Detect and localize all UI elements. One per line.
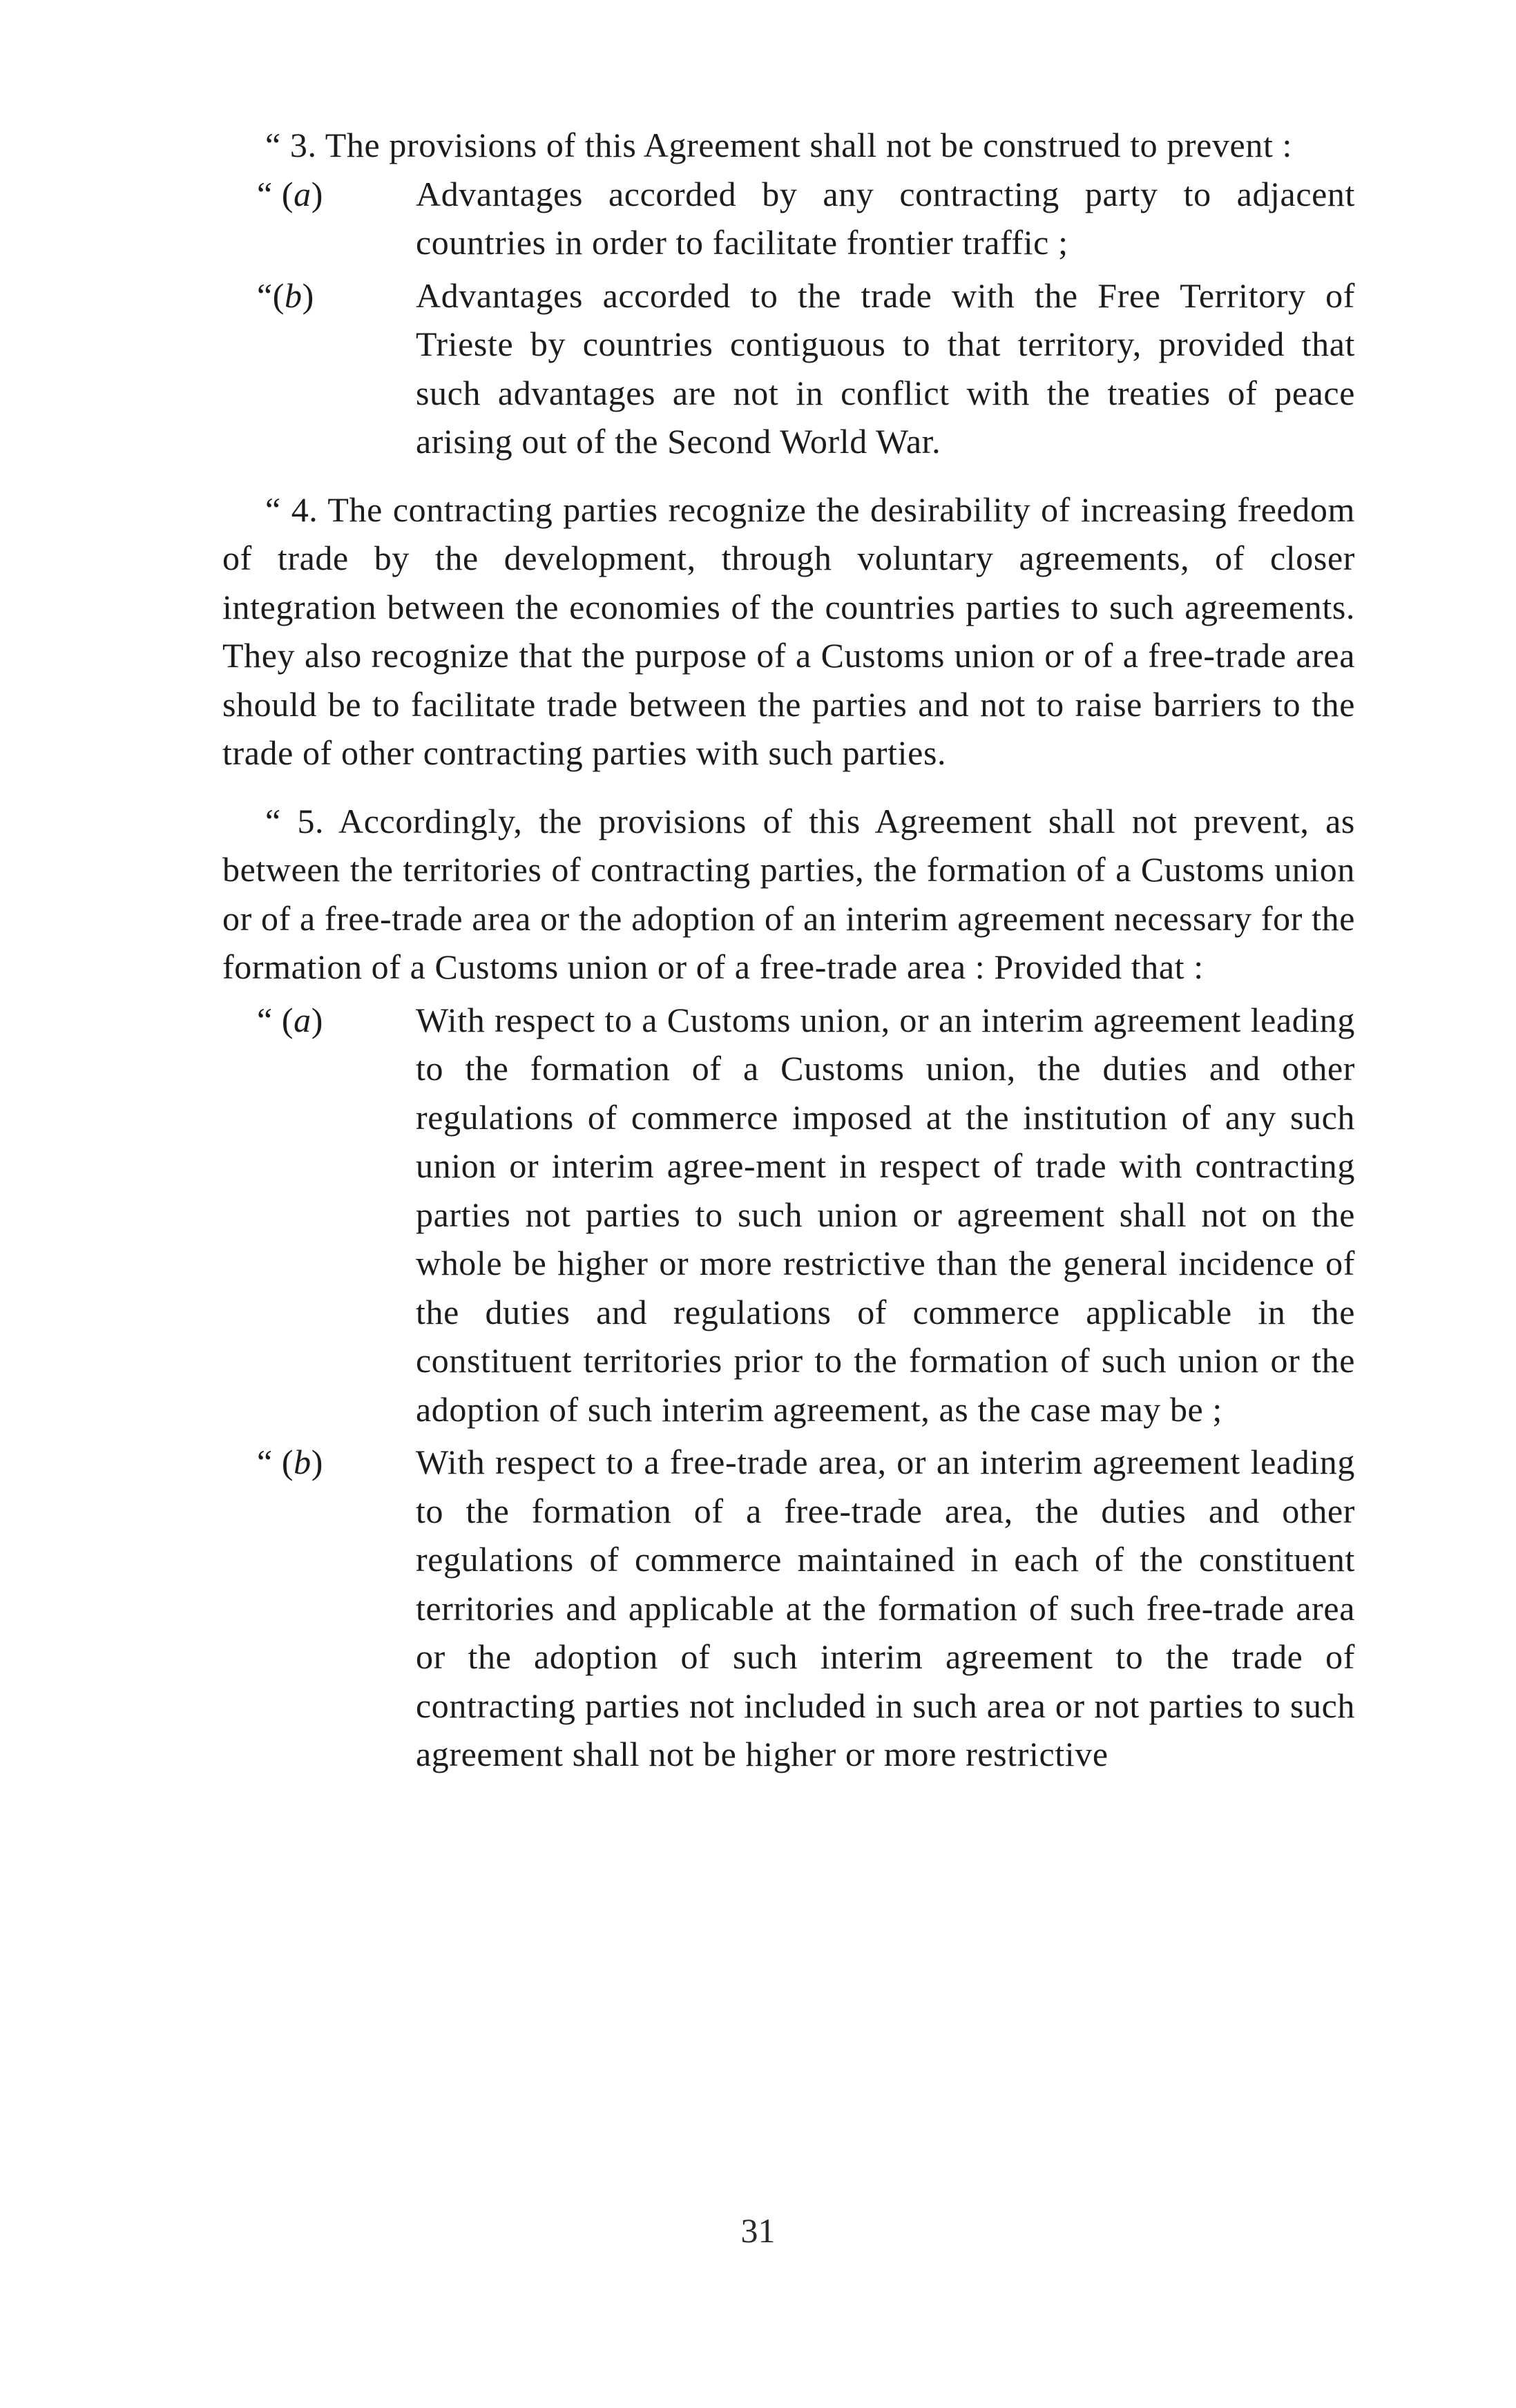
paragraph-3: “ 3. The provisions of this Agreement shall not be construed to prevent : [265,126,1293,164]
item-marker: “ (a) [257,174,324,213]
paragraph-3-item-a [222,170,1355,267]
item-marker: “(b) [257,276,314,315]
paragraph-5-item-b [222,1438,1355,1779]
paragraph-4: “ 4. The contracting parties recognize the desirability of increasing freedom of trade by the development, through voluntary agreements, of closer integration between the economies of the countries parties to such agreements. They also recognize that the purpose of a Customs union or of a free-trade area should be to facilitate trade between the parties and not to raise barriers to the trade of other contracting parties with such parties. [222,490,1355,772]
item-marker: “ (b) [257,1443,324,1481]
paragraph-5: “ 5. Accordingly, the provisions of this Agreement shall not prevent, as between the territories of contracting parties, the formation of a Customs union or of a free-trade area or the adoption of an interim agreement necessary for the formation of a Customs union or of a free-trade area : Provided that : [222,801,1355,986]
document-body [222,121,1355,1779]
page-number: 31 [740,2211,776,2250]
item-text: Advantages accorded to the trade with the Free Territory of Trieste by countries contiguous to that territory, provided that such advantages are not in conflict with the treaties of peace arising out of the Second World War. [416,276,1355,461]
item-marker: “ (a) [257,1000,324,1039]
item-text: With respect to a Customs union, or an interim agreement leading to the formation of a Customs union, the duties and other regulations of commerce imposed at the institution of any such union or interim agree-ment in respect of trade with contracting parties not parties to such union or agreement shall not on the whole be higher or more restrictive than the general incidence of the duties and regulations of commerce applicable in the constituent territories prior to the formation of such union or the adoption of such interim agreement, as the case may be ; [416,1000,1355,1429]
item-text: With respect to a free-trade area, or an interim agreement leading to the formation of a free-trade area, the duties and other regulations of commerce maintained in each of the constituent territories and applicable at the formation of such free-trade area or the adoption of such interim agreement to the trade of contracting parties not included in such area or not parties to such agreement shall not be higher or more restrictive [416,1443,1355,1773]
item-text: Advantages accorded by any contracting party to adjacent countries in order to facilitate frontier traffic ; [416,174,1355,262]
paragraph-3-item-b [222,271,1355,466]
paragraph-5-item-a [222,996,1355,1434]
